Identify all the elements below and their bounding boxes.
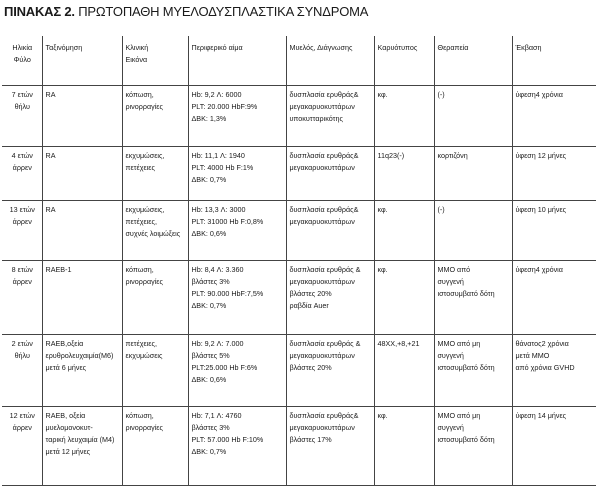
cell-text: Hb: 11,1 Λ: 1940: [191, 151, 245, 160]
table-row: [2, 201, 596, 261]
cell-text: ΔΒΚ: 1,3%: [191, 114, 227, 123]
header-text: Έκβαση: [515, 43, 542, 52]
header-classification: [42, 36, 122, 86]
cell-text: PLT: 31000 Hb F:0,8%: [191, 217, 264, 226]
cell-text: άρρεν: [12, 217, 32, 226]
cell-text: ιστοσυμβατό δότη: [437, 289, 495, 298]
cell-marrow: [286, 201, 374, 261]
cell-age-sex: [2, 201, 42, 261]
cell-therapy: [434, 201, 512, 261]
cell-text: 7 ετών: [11, 90, 33, 99]
cell-text: πετέχειες,: [125, 217, 157, 226]
cell-clinical: [122, 407, 188, 486]
cell-karyotype: [374, 407, 434, 486]
cell-clinical: [122, 86, 188, 147]
cell-text: μυελομονοκυτ-: [45, 423, 93, 432]
cell-therapy: [434, 147, 512, 201]
cell-text: μετά 6 μήνες: [45, 363, 87, 372]
cell-therapy: [434, 335, 512, 407]
cell-text: ΔΒΚ: 0,7%: [191, 447, 227, 456]
cell-text: δυσπλασία ερυθράς &: [289, 265, 361, 274]
cell-karyotype: [374, 147, 434, 201]
cell-text: πετέχειες,: [125, 339, 157, 348]
cell-text: ύφεση4 χρόνια: [515, 265, 563, 274]
cell-peripheral-blood: [188, 335, 286, 407]
cell-text: PLT: 90.000 HbF:7,5%: [191, 289, 264, 298]
cell-text: κφ.: [377, 411, 388, 420]
cell-text: 4 ετών: [11, 151, 33, 160]
cell-text: κόπωση,: [125, 265, 154, 274]
cell-text: 48XX,+8,+21: [377, 339, 420, 348]
cell-text: 12 ετών: [9, 411, 35, 420]
cell-peripheral-blood: [188, 86, 286, 147]
cell-text: 13 ετών: [9, 205, 35, 214]
cell-karyotype: [374, 261, 434, 335]
cell-text: Hb: 9,2 Λ: 6000: [191, 90, 242, 99]
cell-text: ύφεση4 χρόνια: [515, 90, 563, 99]
table-title: [4, 4, 368, 19]
cell-text: ύφεση 12 μήνες: [515, 151, 567, 160]
cell-outcome: [512, 261, 596, 335]
cell-outcome: [512, 86, 596, 147]
cell-text: συγγενή: [437, 277, 464, 286]
header-marrow: [286, 36, 374, 86]
table-row: [2, 147, 596, 201]
cell-text: RA: [45, 151, 56, 160]
cell-peripheral-blood: [188, 261, 286, 335]
cell-text: 8 ετών: [11, 265, 33, 274]
table-row: [2, 407, 596, 486]
cell-text: μετά 12 μήνες: [45, 447, 91, 456]
header-text: Εικόνα: [125, 55, 148, 64]
cell-text: PLT: 20.000 HbF:9%: [191, 102, 258, 111]
header-clinical: [122, 36, 188, 86]
cell-karyotype: [374, 201, 434, 261]
cell-age-sex: [2, 261, 42, 335]
cell-text: πετέχειες: [125, 163, 155, 172]
header-text: Κλινική: [125, 43, 149, 52]
cell-text: δυσπλασία ερυθράς&: [289, 411, 359, 420]
cell-text: RA: [45, 90, 56, 99]
cell-outcome: [512, 407, 596, 486]
cell-text: κφ.: [377, 265, 388, 274]
cell-text: άρρεν: [12, 423, 32, 432]
cell-text: ρινορραγίες: [125, 277, 163, 286]
header-text: Ταξινόμηση: [45, 43, 83, 52]
table-row: [2, 86, 596, 147]
cell-text: δυσπλασία ερυθράς&: [289, 90, 359, 99]
table-row: [2, 261, 596, 335]
cell-text: εκχυμώσεις,: [125, 205, 165, 214]
cell-text: RAEB-1: [45, 265, 72, 274]
cell-text: ερυθρολευχαιμία(M6): [45, 351, 114, 360]
cell-text: ρινορραγίες: [125, 102, 163, 111]
header-text: Θεραπεία: [437, 43, 469, 52]
cell-text: δυσπλασία ερυθράς &: [289, 339, 361, 348]
cell-text: κφ.: [377, 205, 388, 214]
cell-clinical: [122, 335, 188, 407]
cell-text: RA: [45, 205, 56, 214]
cell-karyotype: [374, 86, 434, 147]
cell-text: (-): [437, 90, 445, 99]
cell-age-sex: [2, 147, 42, 201]
cell-marrow: [286, 147, 374, 201]
cell-text: PLT:25.000 Hb F:6%: [191, 363, 258, 372]
cell-text: θήλυ: [14, 351, 30, 360]
cell-text: Hb: 8,4 Λ: 3.360: [191, 265, 244, 274]
table-title-label: ΠΙΝΑΚΑΣ 2.: [4, 4, 75, 19]
cell-clinical: [122, 201, 188, 261]
cell-text: ύφεση 10 μήνες: [515, 205, 567, 214]
cell-marrow: [286, 86, 374, 147]
cell-age-sex: [2, 335, 42, 407]
cell-text: 2 ετών: [11, 339, 33, 348]
cell-text: συχνές λοιμώξεις: [125, 229, 181, 238]
cell-text: μετά ΜΜΟ: [515, 351, 550, 360]
cell-peripheral-blood: [188, 147, 286, 201]
cell-text: (-): [437, 205, 445, 214]
cell-peripheral-blood: [188, 407, 286, 486]
cell-text: θάνατος2 χρόνια: [515, 339, 569, 348]
header-therapy: [434, 36, 512, 86]
cell-text: δυσπλασία ερυθράς&: [289, 205, 359, 214]
cell-text: μεγακαρυοκυττάρων: [289, 277, 355, 286]
cell-marrow: [286, 335, 374, 407]
cell-text: RAEB, οξεία: [45, 411, 86, 420]
cell-text: βλάστες 5%: [191, 351, 230, 360]
header-peripheral-blood: [188, 36, 286, 86]
cell-text: δυσπλασία ερυθράς&: [289, 151, 359, 160]
cell-text: ΔΒΚ: 0,7%: [191, 175, 227, 184]
cell-text: μεγακαρυοκυττάρων: [289, 423, 355, 432]
cell-classification: [42, 147, 122, 201]
cell-clinical: [122, 147, 188, 201]
cell-text: βλάστες 3%: [191, 277, 230, 286]
table-body: [2, 86, 596, 486]
cell-text: άρρεν: [12, 277, 32, 286]
cell-text: Hb: 9,2 Λ: 7.000: [191, 339, 244, 348]
cell-text: βλάστες 20%: [289, 363, 332, 372]
cell-classification: [42, 261, 122, 335]
cell-text: PLT: 4000 Hb F:1%: [191, 163, 254, 172]
cell-text: PLT: 57.000 Hb F:10%: [191, 435, 264, 444]
cell-classification: [42, 86, 122, 147]
cell-text: ραβδία Auer: [289, 301, 329, 310]
cell-karyotype: [374, 335, 434, 407]
cell-peripheral-blood: [188, 201, 286, 261]
cell-text: μεγακαρυοκυττάρων: [289, 217, 355, 226]
cell-text: ΜΜΟ από μη: [437, 339, 481, 348]
cell-text: ιστοσυμβατό δότη: [437, 363, 495, 372]
cell-clinical: [122, 261, 188, 335]
cell-text: θήλυ: [14, 102, 30, 111]
cell-therapy: [434, 261, 512, 335]
cell-text: ταρική λευχαιμία (M4): [45, 435, 115, 444]
cell-text: 11q23(-): [377, 151, 405, 160]
cell-text: μεγακαρυοκυττάρων: [289, 351, 355, 360]
cell-text: ΜΜΟ από: [437, 265, 471, 274]
cell-text: βλάστες 20%: [289, 289, 332, 298]
cell-classification: [42, 407, 122, 486]
cell-text: Hb: 7,1 Λ: 4760: [191, 411, 242, 420]
cell-marrow: [286, 261, 374, 335]
cell-text: μεγακαρυοκυττάρων: [289, 163, 355, 172]
cell-text: ρινορραγίες: [125, 423, 163, 432]
cell-text: εκχυμώσεις,: [125, 151, 165, 160]
cell-text: κόπωση,: [125, 90, 154, 99]
cell-classification: [42, 201, 122, 261]
cell-age-sex: [2, 86, 42, 147]
table-title-text: ΠΡΩΤΟΠΑΘΗ ΜΥΕΛΟΔΥΣΠΛΑΣΤΙΚΑ ΣΥΝΔΡΟΜΑ: [78, 4, 369, 19]
cell-text: από χρόνια GVHD: [515, 363, 575, 372]
cell-outcome: [512, 335, 596, 407]
cell-text: εκχυμώσεις: [125, 351, 163, 360]
cell-text: βλάστες 17%: [289, 435, 332, 444]
cell-text: ΔΒΚ: 0,6%: [191, 375, 227, 384]
cell-text: κφ.: [377, 90, 388, 99]
cell-text: ΔΒΚ: 0,7%: [191, 301, 227, 310]
cell-text: ύφεση 14 μήνες: [515, 411, 567, 420]
header-text: Μυελός, Διάγνωσης: [289, 43, 353, 52]
cell-text: RAEB,οξεία: [45, 339, 84, 348]
mds-table: [2, 36, 596, 486]
cell-text: ιστοσυμβατό δότη: [437, 435, 495, 444]
cell-age-sex: [2, 407, 42, 486]
cell-text: υποκυτταρικότης: [289, 114, 343, 123]
cell-text: Hb: 13,3 Λ: 3000: [191, 205, 246, 214]
cell-classification: [42, 335, 122, 407]
cell-outcome: [512, 201, 596, 261]
cell-therapy: [434, 86, 512, 147]
header-text: Φύλο: [13, 55, 31, 64]
header-age-sex: [2, 36, 42, 86]
cell-text: ΜΜΟ από μη: [437, 411, 481, 420]
cell-text: κορτιζόνη: [437, 151, 468, 160]
header-text: Ηλικία: [12, 43, 33, 52]
header-outcome: [512, 36, 596, 86]
header-karyotype: [374, 36, 434, 86]
header-row: [2, 36, 596, 86]
cell-text: κόπωση,: [125, 411, 154, 420]
cell-text: συγγενή: [437, 351, 464, 360]
cell-outcome: [512, 147, 596, 201]
cell-text: βλάστες 3%: [191, 423, 230, 432]
cell-text: ΔΒΚ: 0,6%: [191, 229, 227, 238]
header-text: Καρυότυπος: [377, 43, 418, 52]
table-row: [2, 335, 596, 407]
cell-marrow: [286, 407, 374, 486]
cell-therapy: [434, 407, 512, 486]
cell-text: συγγενή: [437, 423, 464, 432]
cell-text: άρρεν: [12, 163, 32, 172]
cell-text: μεγακαρυοκυττάρων: [289, 102, 355, 111]
header-text: Περιφερικό αίμα: [191, 43, 243, 52]
